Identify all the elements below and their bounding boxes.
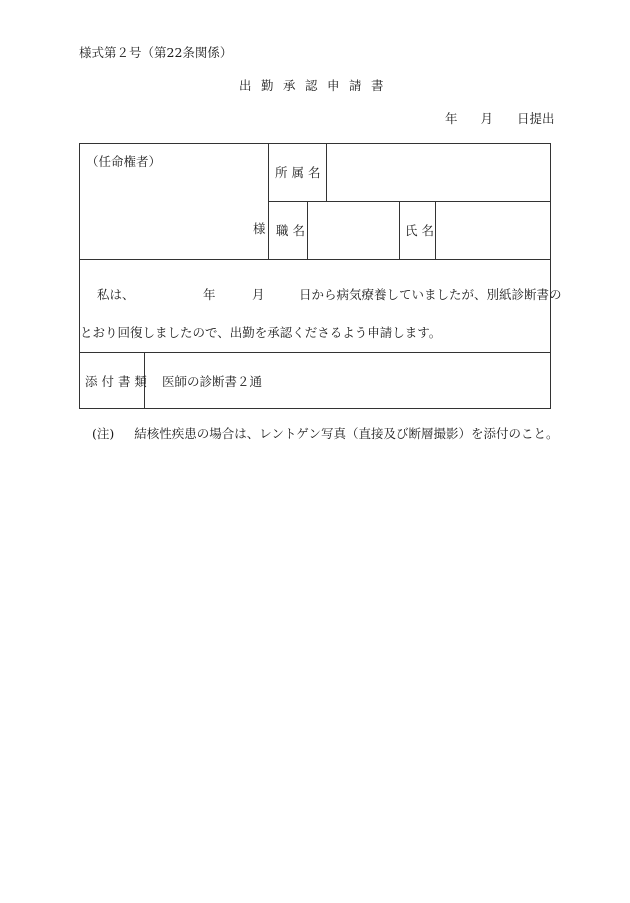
honorific-sama: 様 — [253, 221, 266, 236]
attachment-value: 医師の診断書２通 — [162, 374, 263, 389]
name-field[interactable] — [442, 225, 542, 239]
attachment-label: 添 付 書 類 — [85, 374, 147, 389]
grid-line — [268, 144, 269, 260]
footnote — [92, 428, 558, 441]
statement-line1-rest: 日から病気療養していましたが、別紙診断書の — [299, 287, 562, 302]
position-label: 職 名 — [276, 223, 305, 238]
document-title: 出勤承認申請書 — [239, 78, 394, 93]
statement-line-2: とおり回復しましたので、出勤を承認くださるよう申請します。 — [80, 325, 442, 340]
application-form-table — [79, 143, 562, 409]
affiliation-label: 所 属 名 — [275, 165, 321, 180]
affiliation-field[interactable] — [332, 167, 542, 181]
grid-line — [268, 201, 551, 202]
grid-line — [80, 259, 551, 260]
form-number-label: 様式第２号（第22条関係） — [79, 45, 233, 60]
submission-date-line — [445, 113, 555, 126]
statement-line-1 — [97, 287, 562, 302]
grid-line — [399, 201, 400, 260]
position-field[interactable] — [313, 225, 393, 239]
date-day-submit-label: 日提出 — [517, 111, 555, 126]
footnote-prefix: (注) — [92, 426, 115, 441]
statement-month-label: 月 — [252, 287, 265, 302]
grid-line — [326, 144, 327, 202]
date-year-label: 年 — [445, 111, 458, 126]
date-month-label: 月 — [480, 111, 494, 126]
name-label: 氏 名 — [405, 223, 434, 238]
appointer-label: （任命権者） — [86, 154, 162, 169]
statement-prefix: 私は、 — [97, 287, 135, 302]
footnote-text: 結核性疾患の場合は、レントゲン写真（直接及び断層撮影）を添付のこと。 — [134, 426, 559, 441]
grid-line — [307, 201, 308, 260]
grid-line — [80, 352, 551, 353]
grid-line — [435, 201, 436, 260]
statement-year-label: 年 — [203, 287, 216, 302]
